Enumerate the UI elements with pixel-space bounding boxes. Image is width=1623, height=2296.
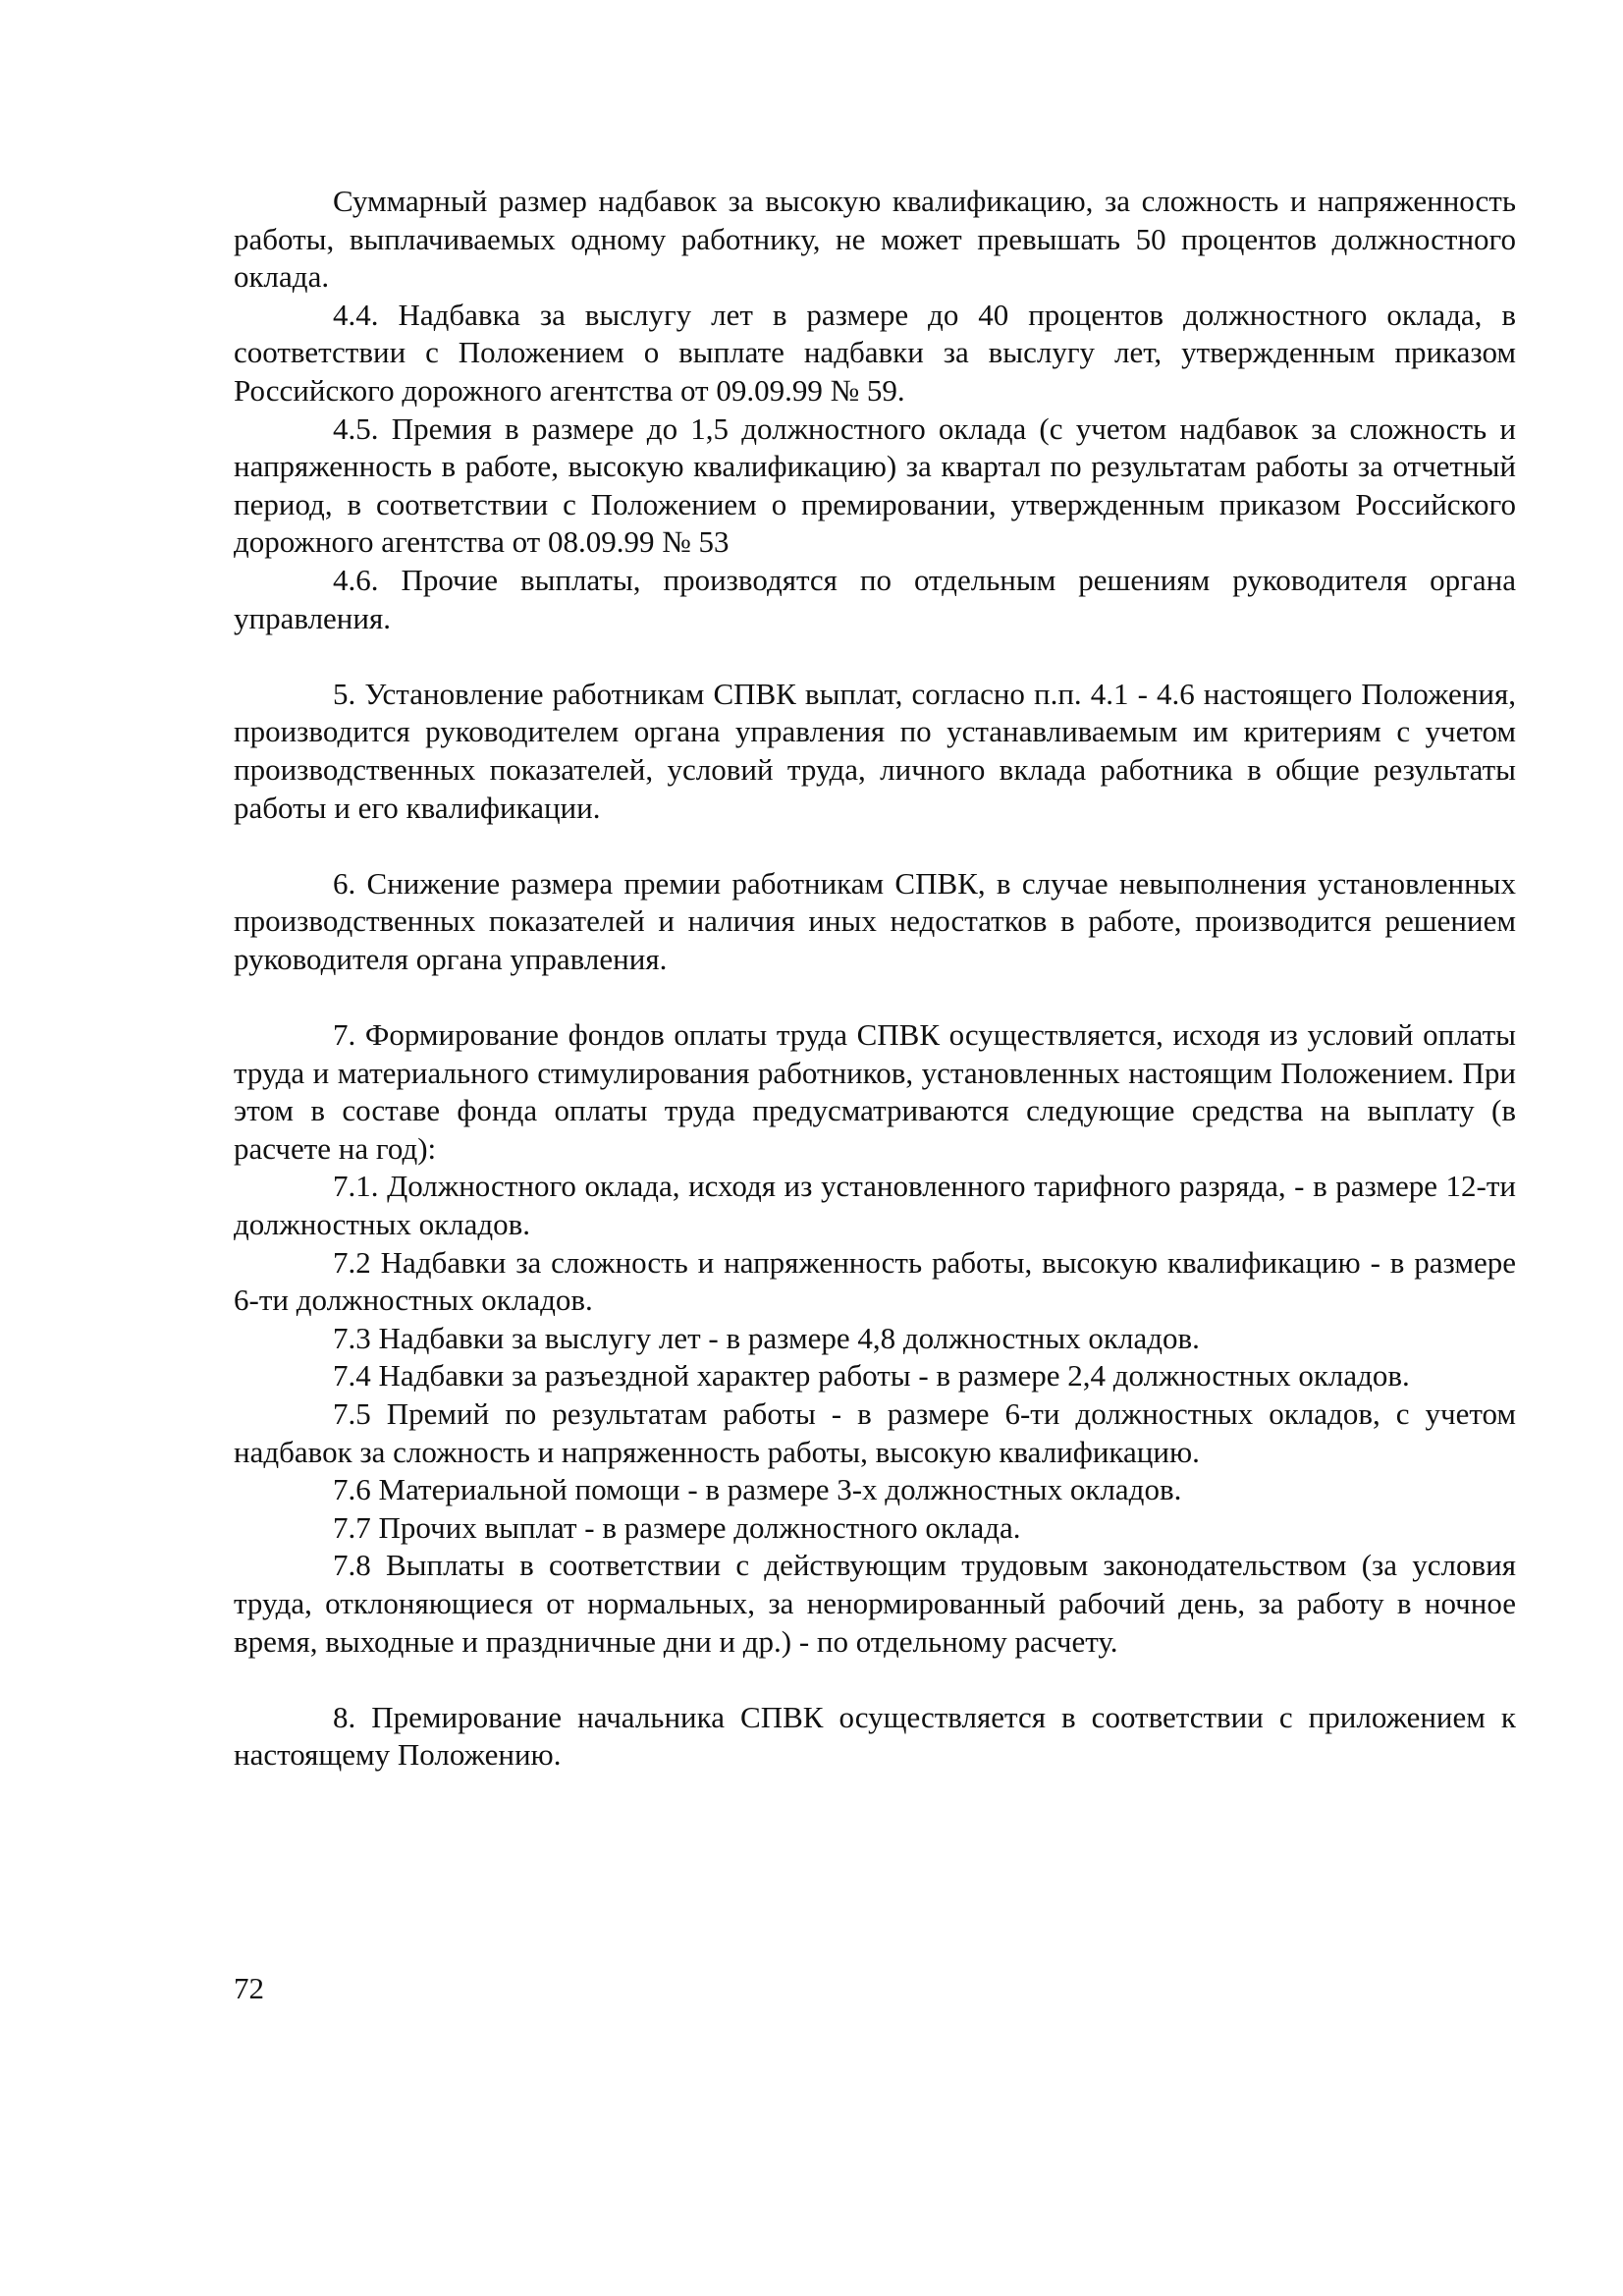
page-number: 72 — [234, 1971, 264, 2005]
paragraph-7-4: 7.4 Надбавки за разъездной характер работы - в размере 2,4 должностных окладов. — [333, 1358, 1410, 1394]
paragraph-7-3: 7.3 Надбавки за выслугу лет - в размере 4,8 должностных окладов. — [333, 1320, 1200, 1355]
paragraph-7-5: 7.5 Премий по результатам работы - в размере 6-ти должностных окладов, с учетом надбавок за сложность и напряженность работы, высокую квалификацию. — [234, 1396, 1516, 1469]
paragraph-7: 7. Формирование фондов оплаты труда СПВК осуществляется, исходя из условий оплаты труда и материального стимулирования работников, установленных настоящим Положением. При этом в составе фонда оплаты труда предусматриваются следующие средства на выплату (в расчете на год): — [234, 1017, 1516, 1166]
paragraph-7-8: 7.8 Выплаты в соответствии с действующим трудовым законодательством (за условия труда, отклоняющиеся от нормальных, за ненормированный рабочий день, за работу в ночное время, выходные и праздничные дни и др.) - по отдельному расчету. — [234, 1548, 1516, 1659]
paragraph-7-6: 7.6 Материальной помощи - в размере 3-х должностных окладов. — [333, 1472, 1182, 1507]
paragraph-6: 6. Снижение размера премии работникам СПВК, в случае невыполнения установленных производственных показателей и наличия иных недостатков в работе, производится решением руководителя органа управления. — [234, 865, 1516, 976]
paragraph-4-5: 4.5. Премия в размере до 1,5 должностного оклада (с учетом надбавок за сложность и напряженность в работе, высокую квалификацию) за квартал по результатам работы за отчетный период, в соответствии с Положением о премировании, утвержденным приказом Российского дорожного агентства от 08.09.99 № 53 — [234, 410, 1516, 560]
paragraph-7-7: 7.7 Прочих выплат - в размере должностного оклада. — [333, 1509, 1021, 1545]
paragraph-5: 5. Установление работникам СПВК выплат, согласно п.п. 4.1 - 4.6 настоящего Положения, производится руководителем органа управления по устанавливаемым им критериям с учетом производственных показателей, условий труда, личного вклада работника в общие результаты работы и его квалификации. — [234, 676, 1516, 825]
paragraph-4-6: 4.6. Прочие выплаты, производятся по отдельным решениям руководителя органа управления. — [234, 562, 1516, 635]
paragraph-7-2: 7.2 Надбавки за сложность и напряженность работы, высокую квалификацию - в размере 6-ти должностных окладов. — [234, 1244, 1516, 1318]
paragraph-8: 8. Премирование начальника СПВК осуществляется в соответствии с приложением к настоящему Положению. — [234, 1699, 1516, 1773]
document-body — [234, 183, 1516, 1775]
paragraph-7-1: 7.1. Должностного оклада, исходя из установленного тарифного разряда, - в размере 12-ти должностных окладов. — [234, 1169, 1516, 1242]
paragraph-4-4: 4.4. Надбавка за выслугу лет в размере до 40 процентов должностного оклада, в соответствии с Положением о выплате надбавки за выслугу лет, утвержденным приказом Российского дорожного агентства от 09.09.99 № 59. — [234, 297, 1516, 408]
paragraph-bonus-limit: Суммарный размер надбавок за высокую квалификацию, за сложность и напряженность работы, выплачиваемых одному работнику, не может превышать 50 процентов должностного оклада. — [234, 184, 1516, 295]
